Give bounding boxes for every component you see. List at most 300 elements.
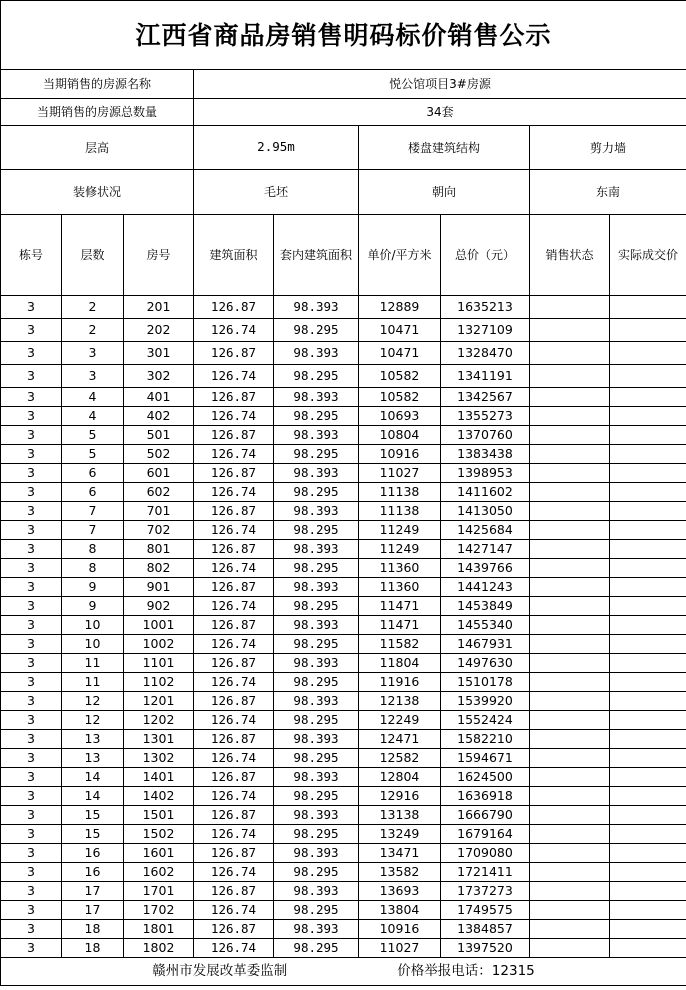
actual-price-cell xyxy=(610,920,686,939)
table-row xyxy=(1,844,686,863)
table-row xyxy=(1,445,686,464)
actual-price-cell xyxy=(610,692,686,711)
inner-area-cell: 98.393 xyxy=(274,806,359,825)
building-no-cell: 3 xyxy=(1,730,62,749)
gross-area-cell: 126.74 xyxy=(194,901,274,920)
building-no-cell: 3 xyxy=(1,365,62,388)
actual-price-cell xyxy=(610,445,686,464)
inner-area-cell: 98.295 xyxy=(274,407,359,426)
floor-height-label: 层高 xyxy=(1,126,194,170)
sale-status-cell xyxy=(530,787,610,806)
total-price-cell: 1342567 xyxy=(441,388,530,407)
unit-price-cell: 13249 xyxy=(359,825,441,844)
total-price-cell: 1552424 xyxy=(441,711,530,730)
unit-price-cell: 10471 xyxy=(359,319,441,342)
sale-status-cell xyxy=(530,597,610,616)
floor-cell: 3 xyxy=(62,342,124,365)
unit-price-cell: 11138 xyxy=(359,502,441,521)
gross-area-cell: 126.87 xyxy=(194,882,274,901)
room-no-cell: 1701 xyxy=(124,882,194,901)
room-no-cell: 902 xyxy=(124,597,194,616)
unit-price-cell: 11027 xyxy=(359,939,441,958)
building-no-cell: 3 xyxy=(1,540,62,559)
table-row xyxy=(1,342,686,365)
total-price-cell: 1411602 xyxy=(441,483,530,502)
floor-cell: 9 xyxy=(62,597,124,616)
building-no-cell: 3 xyxy=(1,464,62,483)
gross-area-cell: 126.74 xyxy=(194,407,274,426)
building-no-cell: 3 xyxy=(1,825,62,844)
table-row xyxy=(1,426,686,445)
total-price-cell: 1439766 xyxy=(441,559,530,578)
inner-area-cell: 98.393 xyxy=(274,920,359,939)
building-no-cell: 3 xyxy=(1,483,62,502)
room-no-cell: 201 xyxy=(124,296,194,319)
total-price-cell: 1453849 xyxy=(441,597,530,616)
inner-area-cell: 98.295 xyxy=(274,319,359,342)
actual-price-cell xyxy=(610,597,686,616)
table-row xyxy=(1,559,686,578)
inner-area-cell: 98.393 xyxy=(274,844,359,863)
total-price-cell: 1510178 xyxy=(441,673,530,692)
floor-cell: 18 xyxy=(62,920,124,939)
table-row xyxy=(1,597,686,616)
table-row xyxy=(1,483,686,502)
sale-status-cell xyxy=(530,863,610,882)
table-row xyxy=(1,863,686,882)
sale-status-cell xyxy=(530,616,610,635)
sale-status-cell xyxy=(530,464,610,483)
col-actual-price-header: 实际成交价 xyxy=(610,215,686,296)
total-price-cell: 1455340 xyxy=(441,616,530,635)
room-no-cell: 801 xyxy=(124,540,194,559)
building-no-cell: 3 xyxy=(1,768,62,787)
unit-price-cell: 10471 xyxy=(359,342,441,365)
sale-status-cell xyxy=(530,483,610,502)
col-gross-area-header: 建筑面积 xyxy=(194,215,274,296)
total-price-cell: 1709080 xyxy=(441,844,530,863)
actual-price-cell xyxy=(610,483,686,502)
sale-status-cell xyxy=(530,844,610,863)
table-row xyxy=(1,407,686,426)
building-no-cell: 3 xyxy=(1,296,62,319)
building-no-cell: 3 xyxy=(1,901,62,920)
sale-status-cell xyxy=(530,426,610,445)
column-header-row xyxy=(1,215,686,296)
table-row xyxy=(1,464,686,483)
gross-area-cell: 126.87 xyxy=(194,578,274,597)
total-price-cell: 1594671 xyxy=(441,749,530,768)
building-no-cell: 3 xyxy=(1,616,62,635)
room-no-cell: 302 xyxy=(124,365,194,388)
room-no-cell: 1101 xyxy=(124,654,194,673)
footer-row xyxy=(1,958,686,986)
floor-cell: 13 xyxy=(62,749,124,768)
table-row xyxy=(1,635,686,654)
col-room-no-header: 房号 xyxy=(124,215,194,296)
building-no-cell: 3 xyxy=(1,863,62,882)
actual-price-cell xyxy=(610,711,686,730)
gross-area-cell: 126.74 xyxy=(194,559,274,578)
actual-price-cell xyxy=(610,342,686,365)
unit-price-cell: 11360 xyxy=(359,559,441,578)
unit-price-cell: 11249 xyxy=(359,540,441,559)
building-no-cell: 3 xyxy=(1,597,62,616)
table-row xyxy=(1,825,686,844)
actual-price-cell xyxy=(610,407,686,426)
unit-price-cell: 10582 xyxy=(359,388,441,407)
actual-price-cell xyxy=(610,502,686,521)
total-price-cell: 1441243 xyxy=(441,578,530,597)
inner-area-cell: 98.295 xyxy=(274,559,359,578)
gross-area-cell: 126.87 xyxy=(194,296,274,319)
floor-cell: 6 xyxy=(62,483,124,502)
room-no-cell: 1002 xyxy=(124,635,194,654)
unit-price-cell: 11138 xyxy=(359,483,441,502)
floor-cell: 17 xyxy=(62,901,124,920)
actual-price-cell xyxy=(610,388,686,407)
total-price-cell: 1737273 xyxy=(441,882,530,901)
building-no-cell: 3 xyxy=(1,445,62,464)
gross-area-cell: 126.74 xyxy=(194,635,274,654)
unit-price-cell: 12138 xyxy=(359,692,441,711)
room-no-cell: 601 xyxy=(124,464,194,483)
actual-price-cell xyxy=(610,559,686,578)
structure-label: 楼盘建筑结构 xyxy=(359,126,530,170)
building-no-cell: 3 xyxy=(1,407,62,426)
inner-area-cell: 98.295 xyxy=(274,635,359,654)
floor-cell: 4 xyxy=(62,407,124,426)
gross-area-cell: 126.74 xyxy=(194,365,274,388)
inner-area-cell: 98.295 xyxy=(274,597,359,616)
inner-area-cell: 98.393 xyxy=(274,464,359,483)
floor-cell: 11 xyxy=(62,673,124,692)
unit-price-cell: 11471 xyxy=(359,597,441,616)
sale-status-cell xyxy=(530,635,610,654)
actual-price-cell xyxy=(610,365,686,388)
table-row xyxy=(1,502,686,521)
total-price-cell: 1383438 xyxy=(441,445,530,464)
building-no-cell: 3 xyxy=(1,388,62,407)
room-no-cell: 602 xyxy=(124,483,194,502)
total-price-cell: 1635213 xyxy=(441,296,530,319)
table-row xyxy=(1,673,686,692)
gross-area-cell: 126.74 xyxy=(194,711,274,730)
actual-price-cell xyxy=(610,901,686,920)
gross-area-cell: 126.87 xyxy=(194,844,274,863)
unit-price-cell: 13804 xyxy=(359,901,441,920)
gross-area-cell: 126.74 xyxy=(194,521,274,540)
room-no-cell: 1201 xyxy=(124,692,194,711)
supervisor-text: 赣州市发展改革委监制 xyxy=(152,962,288,979)
actual-price-cell xyxy=(610,863,686,882)
building-no-cell: 3 xyxy=(1,521,62,540)
floor-cell: 18 xyxy=(62,939,124,958)
floor-cell: 7 xyxy=(62,502,124,521)
decoration-value: 毛坯 xyxy=(194,170,359,215)
total-price-cell: 1636918 xyxy=(441,787,530,806)
total-price-cell: 1721411 xyxy=(441,863,530,882)
floor-cell: 8 xyxy=(62,559,124,578)
sale-status-cell xyxy=(530,711,610,730)
sale-status-cell xyxy=(530,502,610,521)
inner-area-cell: 98.393 xyxy=(274,502,359,521)
hotline-text: 价格举报电话：12315 xyxy=(397,962,535,979)
unit-price-cell: 12249 xyxy=(359,711,441,730)
inner-area-cell: 98.393 xyxy=(274,768,359,787)
unit-price-cell: 13138 xyxy=(359,806,441,825)
inner-area-cell: 98.393 xyxy=(274,616,359,635)
unit-price-cell: 13582 xyxy=(359,863,441,882)
actual-price-cell xyxy=(610,749,686,768)
total-price-cell: 1413050 xyxy=(441,502,530,521)
actual-price-cell xyxy=(610,616,686,635)
gross-area-cell: 126.87 xyxy=(194,502,274,521)
sale-status-cell xyxy=(530,901,610,920)
unit-price-cell: 12471 xyxy=(359,730,441,749)
table-row xyxy=(1,787,686,806)
actual-price-cell xyxy=(610,939,686,958)
actual-price-cell xyxy=(610,673,686,692)
actual-price-cell xyxy=(610,882,686,901)
inner-area-cell: 98.295 xyxy=(274,749,359,768)
room-no-cell: 1602 xyxy=(124,863,194,882)
house-name-value: 悦公馆项目3#房源 xyxy=(194,70,686,99)
table-row xyxy=(1,388,686,407)
total-price-cell: 1624500 xyxy=(441,768,530,787)
sale-status-cell xyxy=(530,319,610,342)
floor-cell: 5 xyxy=(62,445,124,464)
gross-area-cell: 126.87 xyxy=(194,342,274,365)
total-price-cell: 1749575 xyxy=(441,901,530,920)
inner-area-cell: 98.393 xyxy=(274,342,359,365)
room-no-cell: 1502 xyxy=(124,825,194,844)
gross-area-cell: 126.87 xyxy=(194,654,274,673)
floor-cell: 2 xyxy=(62,296,124,319)
gross-area-cell: 126.74 xyxy=(194,597,274,616)
table-row xyxy=(1,711,686,730)
sale-status-cell xyxy=(530,654,610,673)
unit-price-cell: 10582 xyxy=(359,365,441,388)
actual-price-cell xyxy=(610,296,686,319)
gross-area-cell: 126.87 xyxy=(194,426,274,445)
room-no-cell: 502 xyxy=(124,445,194,464)
unit-price-cell: 11804 xyxy=(359,654,441,673)
table-row xyxy=(1,578,686,597)
gross-area-cell: 126.74 xyxy=(194,749,274,768)
floor-cell: 10 xyxy=(62,635,124,654)
room-no-cell: 1202 xyxy=(124,711,194,730)
room-no-cell: 1501 xyxy=(124,806,194,825)
inner-area-cell: 98.393 xyxy=(274,296,359,319)
gross-area-cell: 126.87 xyxy=(194,616,274,635)
building-no-cell: 3 xyxy=(1,711,62,730)
gross-area-cell: 126.87 xyxy=(194,540,274,559)
actual-price-cell xyxy=(610,844,686,863)
building-no-cell: 3 xyxy=(1,939,62,958)
gross-area-cell: 126.87 xyxy=(194,806,274,825)
building-no-cell: 3 xyxy=(1,342,62,365)
col-inner-area-header: 套内建筑面积 xyxy=(274,215,359,296)
room-no-cell: 202 xyxy=(124,319,194,342)
gross-area-cell: 126.87 xyxy=(194,464,274,483)
structure-value: 剪力墙 xyxy=(530,126,686,170)
inner-area-cell: 98.393 xyxy=(274,388,359,407)
sale-status-cell xyxy=(530,749,610,768)
inner-area-cell: 98.393 xyxy=(274,654,359,673)
col-floor-header: 层数 xyxy=(62,215,124,296)
room-no-cell: 1801 xyxy=(124,920,194,939)
unit-price-cell: 10693 xyxy=(359,407,441,426)
total-price-cell: 1370760 xyxy=(441,426,530,445)
inner-area-cell: 98.295 xyxy=(274,901,359,920)
table-row xyxy=(1,749,686,768)
building-no-cell: 3 xyxy=(1,673,62,692)
sale-status-cell xyxy=(530,296,610,319)
inner-area-cell: 98.393 xyxy=(274,882,359,901)
floor-cell: 12 xyxy=(62,692,124,711)
table-row xyxy=(1,939,686,958)
floor-cell: 12 xyxy=(62,711,124,730)
orientation-value: 东南 xyxy=(530,170,686,215)
floor-cell: 17 xyxy=(62,882,124,901)
sale-status-cell xyxy=(530,806,610,825)
floor-cell: 14 xyxy=(62,768,124,787)
actual-price-cell xyxy=(610,426,686,445)
room-no-cell: 1001 xyxy=(124,616,194,635)
col-sale-status-header: 销售状态 xyxy=(530,215,610,296)
unit-price-cell: 13471 xyxy=(359,844,441,863)
inner-area-cell: 98.295 xyxy=(274,521,359,540)
unit-price-cell: 11471 xyxy=(359,616,441,635)
room-no-cell: 301 xyxy=(124,342,194,365)
table-row xyxy=(1,296,686,319)
building-no-cell: 3 xyxy=(1,502,62,521)
floor-cell: 16 xyxy=(62,844,124,863)
sale-status-cell xyxy=(530,342,610,365)
unit-price-cell: 10916 xyxy=(359,445,441,464)
floor-cell: 11 xyxy=(62,654,124,673)
inner-area-cell: 98.295 xyxy=(274,365,359,388)
inner-area-cell: 98.295 xyxy=(274,939,359,958)
unit-price-cell: 11582 xyxy=(359,635,441,654)
inner-area-cell: 98.295 xyxy=(274,711,359,730)
table-row xyxy=(1,521,686,540)
floor-cell: 6 xyxy=(62,464,124,483)
building-no-cell: 3 xyxy=(1,578,62,597)
building-no-cell: 3 xyxy=(1,920,62,939)
floor-cell: 4 xyxy=(62,388,124,407)
floor-cell: 13 xyxy=(62,730,124,749)
room-no-cell: 1702 xyxy=(124,901,194,920)
unit-price-cell: 11249 xyxy=(359,521,441,540)
floor-cell: 16 xyxy=(62,863,124,882)
building-no-cell: 3 xyxy=(1,692,62,711)
room-no-cell: 1302 xyxy=(124,749,194,768)
building-no-cell: 3 xyxy=(1,559,62,578)
room-no-cell: 1802 xyxy=(124,939,194,958)
sale-status-cell xyxy=(530,521,610,540)
table-row xyxy=(1,806,686,825)
gross-area-cell: 126.87 xyxy=(194,730,274,749)
table-row xyxy=(1,920,686,939)
sale-status-cell xyxy=(530,825,610,844)
sale-status-cell xyxy=(530,540,610,559)
room-no-cell: 702 xyxy=(124,521,194,540)
gross-area-cell: 126.74 xyxy=(194,825,274,844)
actual-price-cell xyxy=(610,654,686,673)
building-no-cell: 3 xyxy=(1,882,62,901)
total-price-cell: 1341191 xyxy=(441,365,530,388)
total-price-cell: 1425684 xyxy=(441,521,530,540)
inner-area-cell: 98.295 xyxy=(274,825,359,844)
gross-area-cell: 126.87 xyxy=(194,768,274,787)
actual-price-cell xyxy=(610,806,686,825)
actual-price-cell xyxy=(610,768,686,787)
room-no-cell: 802 xyxy=(124,559,194,578)
total-price-cell: 1427147 xyxy=(441,540,530,559)
table-row xyxy=(1,616,686,635)
sale-status-cell xyxy=(530,559,610,578)
actual-price-cell xyxy=(610,540,686,559)
inner-area-cell: 98.393 xyxy=(274,540,359,559)
inner-area-cell: 98.295 xyxy=(274,483,359,502)
unit-price-cell: 11027 xyxy=(359,464,441,483)
building-no-cell: 3 xyxy=(1,806,62,825)
total-price-cell: 1679164 xyxy=(441,825,530,844)
unit-price-cell: 11916 xyxy=(359,673,441,692)
building-no-cell: 3 xyxy=(1,787,62,806)
floor-cell: 15 xyxy=(62,825,124,844)
floor-cell: 5 xyxy=(62,426,124,445)
gross-area-cell: 126.74 xyxy=(194,483,274,502)
gross-area-cell: 126.74 xyxy=(194,787,274,806)
unit-price-cell: 10804 xyxy=(359,426,441,445)
unit-price-cell: 12804 xyxy=(359,768,441,787)
building-no-cell: 3 xyxy=(1,654,62,673)
total-price-cell: 1582210 xyxy=(441,730,530,749)
actual-price-cell xyxy=(610,787,686,806)
gross-area-cell: 126.87 xyxy=(194,692,274,711)
unit-price-cell: 13693 xyxy=(359,882,441,901)
actual-price-cell xyxy=(610,730,686,749)
house-name-label: 当期销售的房源名称 xyxy=(1,70,194,99)
actual-price-cell xyxy=(610,635,686,654)
floor-cell: 2 xyxy=(62,319,124,342)
table-row xyxy=(1,540,686,559)
unit-price-cell: 12916 xyxy=(359,787,441,806)
room-no-cell: 1301 xyxy=(124,730,194,749)
actual-price-cell xyxy=(610,825,686,844)
inner-area-cell: 98.295 xyxy=(274,787,359,806)
orientation-label: 朝向 xyxy=(359,170,530,215)
total-price-cell: 1327109 xyxy=(441,319,530,342)
room-no-cell: 401 xyxy=(124,388,194,407)
gross-area-cell: 126.74 xyxy=(194,319,274,342)
inner-area-cell: 98.393 xyxy=(274,692,359,711)
footer xyxy=(1,958,686,986)
inner-area-cell: 98.295 xyxy=(274,445,359,464)
total-price-cell: 1467931 xyxy=(441,635,530,654)
total-price-cell: 1497630 xyxy=(441,654,530,673)
col-building-no-header: 栋号 xyxy=(1,215,62,296)
table-row xyxy=(1,768,686,787)
total-price-cell: 1355273 xyxy=(441,407,530,426)
gross-area-cell: 126.87 xyxy=(194,388,274,407)
room-no-cell: 402 xyxy=(124,407,194,426)
page-title: 江西省商品房销售明码标价销售公示 xyxy=(1,1,686,70)
total-price-cell: 1384857 xyxy=(441,920,530,939)
